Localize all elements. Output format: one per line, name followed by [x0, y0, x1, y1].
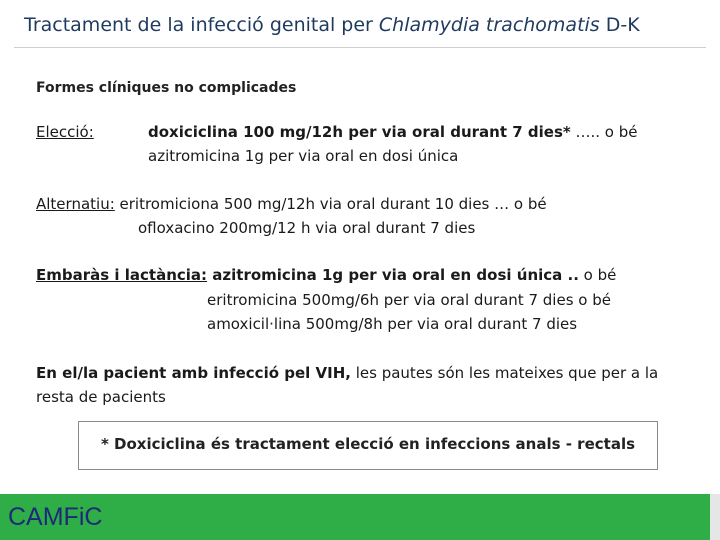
note-text: * Doxiciclina és tractament elecció en infeccions anals - rectals [100, 435, 636, 453]
alternative-line-2: ofloxacino 200mg/12 h via oral durant 7 dies [138, 219, 476, 237]
alternative-line-1: Alternatiu: eritromiciona 500 mg/12h via oral durant 10 dies … o bé [36, 195, 547, 213]
pregnancy-line-1: Embaràs i lactància: azitromicina 1g per via oral en dosi única .. o bé [36, 266, 617, 284]
hiv-line-2: resta de pacients [36, 388, 166, 406]
choice-label: Elecció: [36, 123, 94, 141]
hiv-line-1: En el/la pacient amb infecció pel VIH, les pautes són les mateixes que per a la [36, 364, 659, 382]
title-divider [14, 47, 706, 48]
pregnancy-line-2: eritromicina 500mg/6h per via oral durant 7 dies o bé [207, 291, 611, 309]
pregnancy-line-3: amoxicil·lina 500mg/8h per via oral durant 7 dies [207, 315, 578, 333]
choice-line-2: azitromicina 1g per via oral en dosi única [148, 147, 459, 165]
footer-edge [710, 494, 720, 540]
slide-title [24, 14, 704, 36]
choice-drug-1: doxiciclina 100 mg/12h per via oral durant 7 dies* [148, 123, 571, 141]
title-species: Chlamydia trachomatis [378, 14, 600, 36]
camfic-logo: CAMFiC [8, 503, 103, 531]
note-box [78, 421, 658, 470]
title-prefix: Tractament de la infecció genital per [24, 14, 379, 36]
pregnancy-label: Embaràs i lactància: [36, 266, 208, 284]
section-heading: Formes clíniques no complicades [36, 80, 297, 96]
footer-bar [0, 494, 710, 540]
alternative-label: Alternatiu: [36, 195, 115, 213]
choice-line-1-tail: ….. o bé [570, 123, 638, 141]
choice-line-1 [148, 123, 638, 141]
title-suffix: D-K [599, 14, 640, 36]
